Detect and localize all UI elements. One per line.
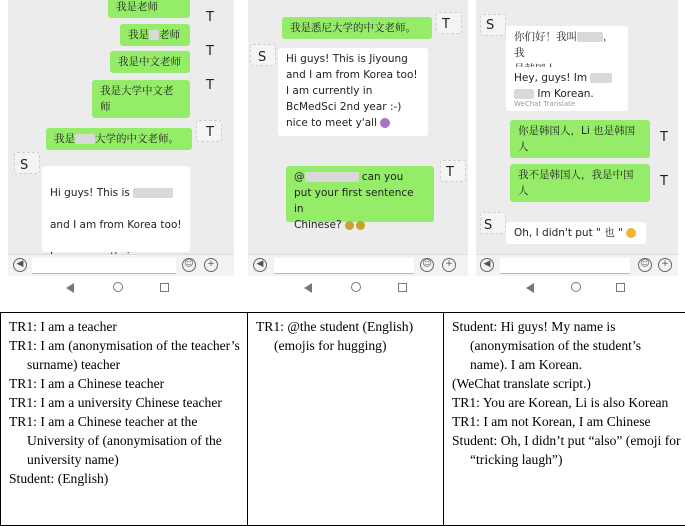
message-bubble[interactable] — [92, 80, 190, 118]
message-input[interactable] — [500, 258, 630, 274]
input-bar — [8, 254, 234, 277]
input-bar — [476, 254, 678, 277]
message-input[interactable] — [274, 258, 414, 274]
message-text: 我是中文老师 — [118, 56, 181, 68]
transcript-line: TR1: I am a university Chinese teacher — [9, 395, 222, 410]
message-text: 我是 — [54, 133, 75, 145]
message-text: @ — [294, 171, 305, 183]
voice-icon[interactable]: ◀ — [13, 258, 27, 272]
chat-area — [248, 0, 468, 254]
hug-emoji-icon — [380, 118, 390, 128]
teacher-tag: T — [206, 10, 214, 25]
message-text: Hey, guys! Im — [514, 72, 588, 84]
translation-cell-1 — [1, 313, 248, 526]
emoji-icon[interactable]: ☺ — [182, 258, 196, 272]
transcript-line: Student: Hi guys! My name is (anonymisation of the student’s name). I am Korean. — [452, 319, 642, 372]
message-text: 你们好！我叫 — [514, 31, 577, 43]
message-input[interactable] — [32, 258, 176, 274]
message-bubble[interactable] — [278, 48, 428, 136]
nav-recent-icon[interactable] — [398, 283, 407, 292]
emoji-icon[interactable]: ☺ — [638, 258, 652, 272]
table-row — [1, 313, 685, 526]
message-text: 我是大学中文老师 — [100, 85, 174, 113]
message-text: 你是韩国人，Li 也是韩国 人 — [518, 125, 636, 153]
android-nav-bar — [248, 276, 468, 300]
message-bubble[interactable] — [286, 166, 434, 231]
message-text: Oh, I didn't put " 也 " — [514, 227, 623, 239]
teacher-tag: T — [206, 44, 214, 59]
message-text: Hi guys! This is — [50, 187, 130, 199]
hug-emoji-icon — [345, 221, 354, 230]
transcript-line: TR1: I am not Korean, I am Chinese — [452, 414, 651, 429]
chat-screenshot-2 — [248, 0, 468, 300]
emoji-icon[interactable]: ☺ — [420, 258, 434, 272]
transcript-line: TR1: I am a teacher — [9, 319, 117, 334]
nav-recent-icon[interactable] — [616, 283, 625, 292]
android-nav-bar — [8, 276, 234, 300]
chat-area — [476, 0, 678, 254]
transcript-line: Student: (English) — [9, 471, 109, 486]
teacher-tag: T — [446, 165, 454, 180]
anonymised-block — [149, 30, 159, 40]
teacher-tag: T — [206, 78, 214, 93]
android-nav-bar — [476, 276, 678, 300]
nav-back-icon[interactable] — [66, 283, 74, 293]
message-text: Hi guys! This is Jiyoung and I am from Korea too! I am currently in BcMedSci 2nd year :-) nice to meet y'all — [286, 53, 418, 129]
anonymised-block — [305, 172, 359, 182]
message-bubble[interactable] — [110, 51, 190, 73]
message-text: 我是 — [128, 29, 149, 41]
message-bubble[interactable] — [46, 128, 192, 150]
hug-emoji-icon — [356, 221, 365, 230]
translation-cell-3 — [444, 313, 685, 526]
message-text-suffix: 大学的中文老师。 — [95, 133, 179, 145]
anonymised-block — [75, 134, 95, 144]
anonymised-block — [590, 73, 612, 83]
transcript-line: TR1: I am a Chinese teacher — [9, 376, 165, 391]
transcript-line: TR1: @the student (English) (emojis for hugging) — [256, 319, 414, 353]
transcript-line: (WeChat translate script.) — [452, 376, 591, 391]
message-text: 我是老师 — [116, 1, 158, 13]
teacher-tag: T — [660, 174, 668, 189]
message-text: and I am from Korea too! — [50, 219, 182, 231]
student-tag: S — [486, 18, 495, 33]
nav-recent-icon[interactable] — [160, 283, 169, 292]
student-tag: S — [484, 218, 493, 233]
input-bar — [248, 254, 468, 277]
voice-icon[interactable]: ◀ — [480, 258, 494, 272]
translation-table — [0, 312, 685, 526]
student-tag: S — [258, 50, 267, 65]
anonymised-block — [133, 188, 173, 198]
message-text: 我不是韩国人，我是中国 人 — [518, 169, 634, 197]
translation-cell-2 — [248, 313, 444, 526]
voice-icon[interactable]: ◀ — [253, 258, 267, 272]
teacher-tag: T — [442, 17, 450, 32]
chat-screenshot-3 — [476, 0, 678, 300]
chat-area — [8, 0, 234, 254]
laugh-emoji-icon — [626, 228, 636, 238]
message-text: Im Korean. — [537, 88, 594, 100]
message-bubble[interactable] — [108, 0, 190, 18]
message-bubble[interactable] — [282, 17, 432, 39]
teacher-tag: T — [660, 130, 668, 145]
anonymised-block — [577, 32, 603, 42]
nav-home-icon[interactable] — [571, 282, 581, 292]
message-bubble[interactable] — [510, 164, 650, 202]
plus-icon[interactable]: + — [442, 258, 456, 272]
anonymised-block — [514, 89, 534, 99]
message-bubble[interactable] — [120, 24, 190, 46]
plus-icon[interactable]: + — [204, 258, 218, 272]
transcript-line: TR1: I am (anonymisation of the teacher’s surname) teacher — [9, 338, 240, 372]
nav-home-icon[interactable] — [351, 282, 361, 292]
message-text-suffix: 老师 — [159, 29, 180, 41]
translate-note: WeChat Translate — [514, 100, 576, 108]
nav-back-icon[interactable] — [526, 283, 534, 293]
message-bubble[interactable] — [510, 120, 650, 158]
message-bubble[interactable] — [506, 222, 646, 244]
plus-icon[interactable]: + — [658, 258, 672, 272]
nav-back-icon[interactable] — [304, 283, 312, 293]
message-text: ，我 — [514, 31, 614, 59]
transcript-line: Student: Oh, I didn’t put “also” (emoji for “tricking laugh”) — [452, 433, 681, 467]
nav-home-icon[interactable] — [113, 282, 123, 292]
teacher-tag: T — [206, 125, 214, 140]
message-text: 我是悉尼大学的中文老师。 — [290, 22, 416, 34]
chat-screenshot-1 — [8, 0, 234, 300]
message-text: can you put your first sentence in Chinese? — [294, 171, 414, 231]
student-tag: S — [20, 158, 29, 173]
transcript-line: TR1: I am a Chinese teacher at the University of (anonymisation of the university name) — [9, 414, 222, 467]
transcript-line: TR1: You are Korean, Li is also Korean — [452, 395, 669, 410]
message-bubble[interactable] — [42, 166, 190, 252]
